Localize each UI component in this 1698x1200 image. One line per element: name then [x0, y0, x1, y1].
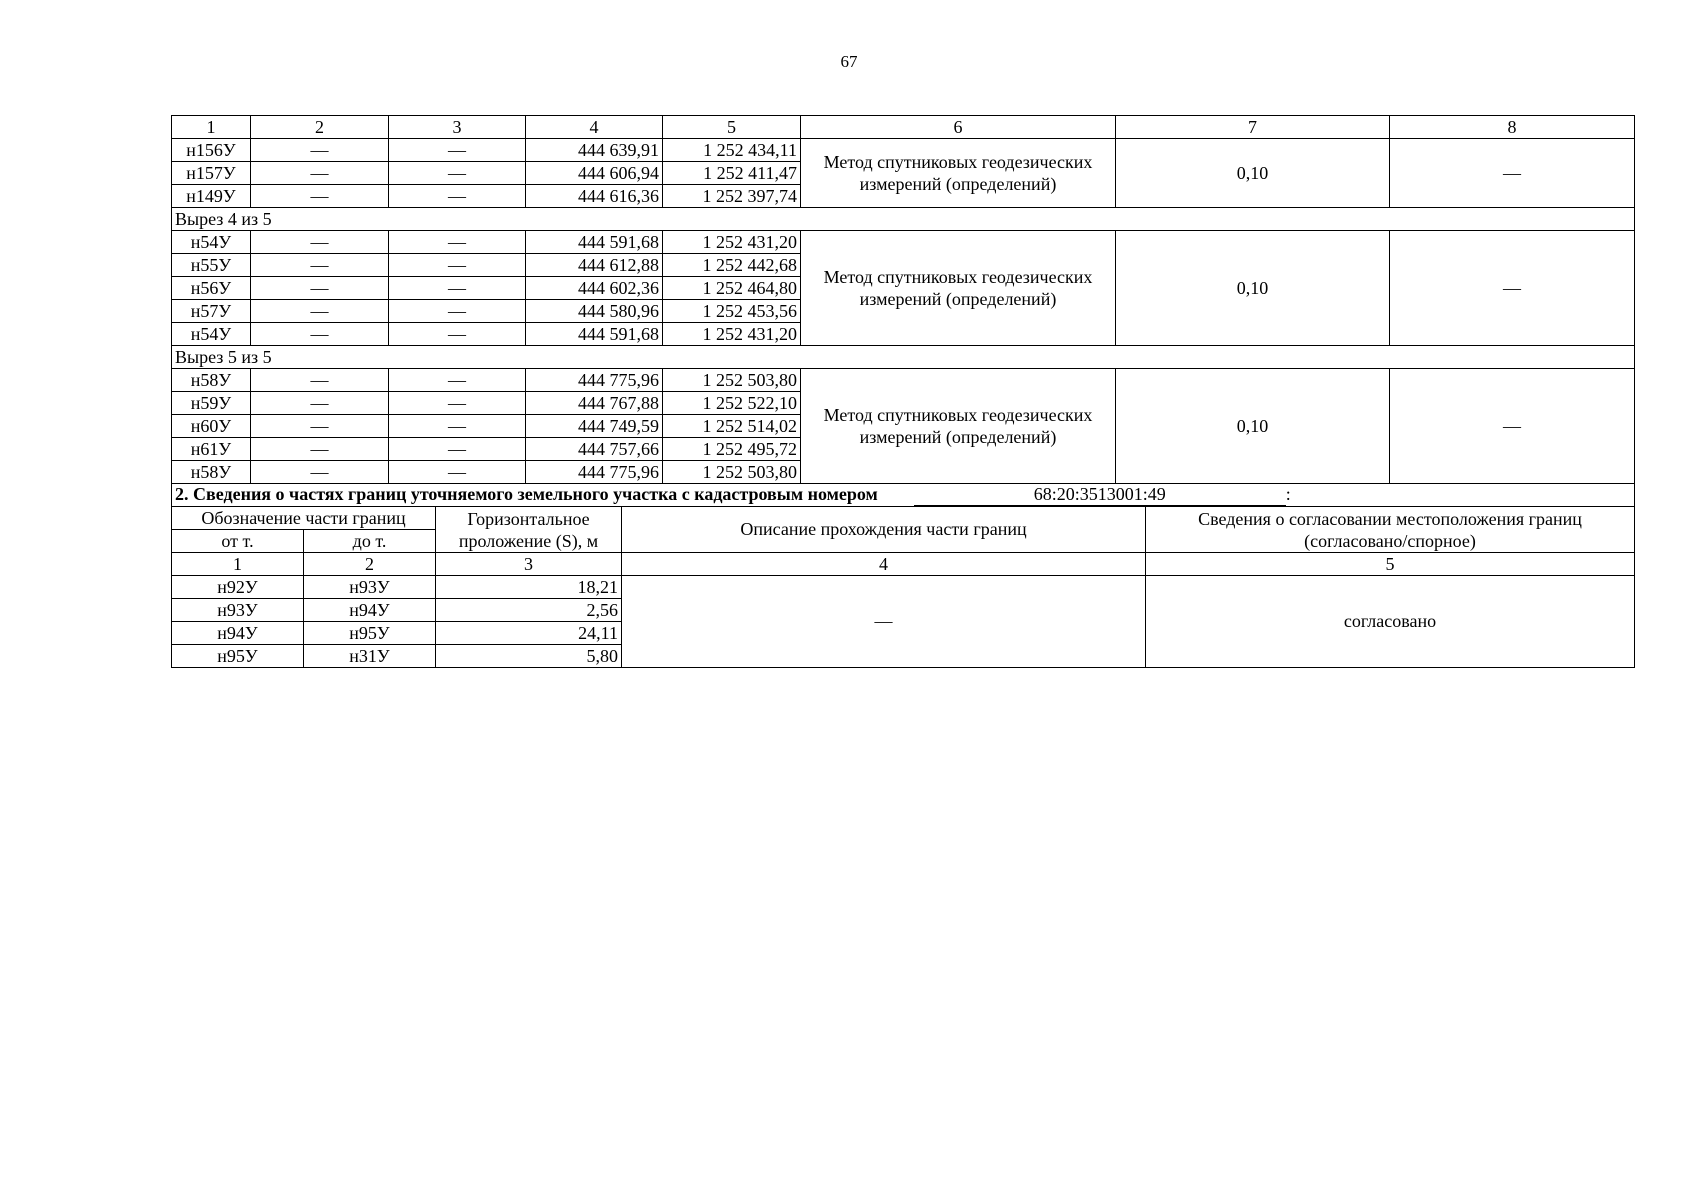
table-cell: — [251, 323, 389, 346]
table-row [172, 576, 1635, 599]
table-cell: — [389, 415, 526, 438]
header-row [172, 507, 1635, 530]
column-number-header: 5 [663, 116, 801, 139]
to-point: н93У [304, 576, 436, 599]
coordinate-x: 444 602,36 [526, 277, 663, 300]
column-number-header: 2 [251, 116, 389, 139]
column-number-header: 1 [172, 116, 251, 139]
horizontal-distance: 24,11 [436, 622, 622, 645]
table-cell: — [389, 438, 526, 461]
point-name: н149У [172, 185, 251, 208]
to-point: н94У [304, 599, 436, 622]
coordinate-y: 1 252 411,47 [663, 162, 801, 185]
table-cell: — [389, 254, 526, 277]
agreement-cell: согласовано [1146, 576, 1635, 668]
column-number-header: 2 [304, 553, 436, 576]
coordinate-x: 444 749,59 [526, 415, 663, 438]
accuracy-cell: 0,10 [1116, 231, 1390, 346]
method-cell: Метод спутниковых геодезических измерений (определений) [801, 231, 1116, 346]
from-header: от т. [172, 530, 304, 553]
group-label: Вырез 5 из 5 [172, 346, 1635, 369]
from-point: н95У [172, 645, 304, 668]
from-point: н94У [172, 622, 304, 645]
point-name: н157У [172, 162, 251, 185]
table-cell: — [389, 369, 526, 392]
coordinate-x: 444 639,91 [526, 139, 663, 162]
cadastral-number: 68:20:3513001:49 [914, 484, 1286, 506]
column-number-header: 4 [622, 553, 1146, 576]
table-cell: — [389, 139, 526, 162]
horizontal-distance: 2,56 [436, 599, 622, 622]
table-cell: — [251, 277, 389, 300]
column-number-header: 7 [1116, 116, 1390, 139]
group-label-row [172, 208, 1635, 231]
from-point: н92У [172, 576, 304, 599]
table-cell: — [251, 231, 389, 254]
point-name: н60У [172, 415, 251, 438]
table-cell: — [389, 300, 526, 323]
trailing-colon: : [1285, 484, 1291, 504]
coordinate-y: 1 252 503,80 [663, 369, 801, 392]
agreement-header: Сведения о согласовании местоположения границ (согласовано/спорное) [1146, 507, 1635, 553]
coordinate-y: 1 252 495,72 [663, 438, 801, 461]
table-cell: — [251, 415, 389, 438]
table-cell: — [251, 254, 389, 277]
table-cell: — [251, 438, 389, 461]
horizontal-distance: 18,21 [436, 576, 622, 599]
coordinate-x: 444 612,88 [526, 254, 663, 277]
point-name: н58У [172, 369, 251, 392]
table-cell: — [389, 162, 526, 185]
column-number-header: 6 [801, 116, 1116, 139]
horizontal-distance: 5,80 [436, 645, 622, 668]
description-cell: — [622, 576, 1146, 668]
coordinate-y: 1 252 431,20 [663, 323, 801, 346]
coordinate-x: 444 580,96 [526, 300, 663, 323]
table-cell: — [389, 392, 526, 415]
table-cell: — [251, 300, 389, 323]
header-row [172, 116, 1635, 139]
coordinate-y: 1 252 442,68 [663, 254, 801, 277]
to-point: н95У [304, 622, 436, 645]
column-number-header: 4 [526, 116, 663, 139]
column-number-header: 8 [1390, 116, 1635, 139]
table-row [172, 231, 1635, 254]
coordinate-x: 444 757,66 [526, 438, 663, 461]
group-label-row [172, 346, 1635, 369]
coordinate-x: 444 616,36 [526, 185, 663, 208]
section-title-row [172, 484, 1635, 507]
from-point: н93У [172, 599, 304, 622]
horizontal-header: Горизонтальное проложение (S), м [436, 507, 622, 553]
table-cell: — [1390, 231, 1635, 346]
table-row [172, 139, 1635, 162]
table-cell: — [389, 323, 526, 346]
section-title-text: 2. Сведения о частях границ уточняемого земельного участка с кадастровым номером [175, 484, 878, 504]
point-name: н58У [172, 461, 251, 484]
point-name: н56У [172, 277, 251, 300]
coordinate-y: 1 252 453,56 [663, 300, 801, 323]
point-name: н55У [172, 254, 251, 277]
point-name: н54У [172, 231, 251, 254]
table-cell: — [389, 231, 526, 254]
page-number: 67 [840, 52, 858, 71]
designation-header: Обозначение части границ [172, 507, 436, 530]
table-cell: — [251, 162, 389, 185]
table-cell: — [1390, 369, 1635, 484]
coordinate-x: 444 767,88 [526, 392, 663, 415]
coordinate-x: 444 775,96 [526, 461, 663, 484]
accuracy-cell: 0,10 [1116, 369, 1390, 484]
section-title [172, 484, 1635, 507]
accuracy-cell: 0,10 [1116, 139, 1390, 208]
column-number-header: 1 [172, 553, 304, 576]
coordinate-x: 444 775,96 [526, 369, 663, 392]
coordinate-y: 1 252 464,80 [663, 277, 801, 300]
point-name: н156У [172, 139, 251, 162]
coordinate-y: 1 252 434,11 [663, 139, 801, 162]
coordinate-y: 1 252 514,02 [663, 415, 801, 438]
table-cell: — [251, 369, 389, 392]
coordinate-y: 1 252 431,20 [663, 231, 801, 254]
coordinate-y: 1 252 503,80 [663, 461, 801, 484]
coordinate-y: 1 252 397,74 [663, 185, 801, 208]
method-cell: Метод спутниковых геодезических измерений (определений) [801, 369, 1116, 484]
to-point: н31У [304, 645, 436, 668]
to-header: до т. [304, 530, 436, 553]
point-name: н59У [172, 392, 251, 415]
table-row [172, 369, 1635, 392]
point-name: н61У [172, 438, 251, 461]
table-cell: — [251, 461, 389, 484]
coordinates-table [171, 115, 1635, 507]
point-name: н57У [172, 300, 251, 323]
coordinate-x: 444 606,94 [526, 162, 663, 185]
coordinate-x: 444 591,68 [526, 231, 663, 254]
table-cell: — [389, 277, 526, 300]
description-header: Описание прохождения части границ [622, 507, 1146, 553]
table-cell: — [1390, 139, 1635, 208]
method-cell: Метод спутниковых геодезических измерений (определений) [801, 139, 1116, 208]
boundary-parts-table [171, 506, 1635, 668]
table-cell: — [389, 185, 526, 208]
point-name: н54У [172, 323, 251, 346]
group-label: Вырез 4 из 5 [172, 208, 1635, 231]
table-cell: — [389, 461, 526, 484]
coordinate-x: 444 591,68 [526, 323, 663, 346]
table-cell: — [251, 185, 389, 208]
table-cell: — [251, 139, 389, 162]
column-number-header: 5 [1146, 553, 1635, 576]
table-cell: — [251, 392, 389, 415]
column-number-row [172, 553, 1635, 576]
coordinate-y: 1 252 522,10 [663, 392, 801, 415]
column-number-header: 3 [436, 553, 622, 576]
column-number-header: 3 [389, 116, 526, 139]
